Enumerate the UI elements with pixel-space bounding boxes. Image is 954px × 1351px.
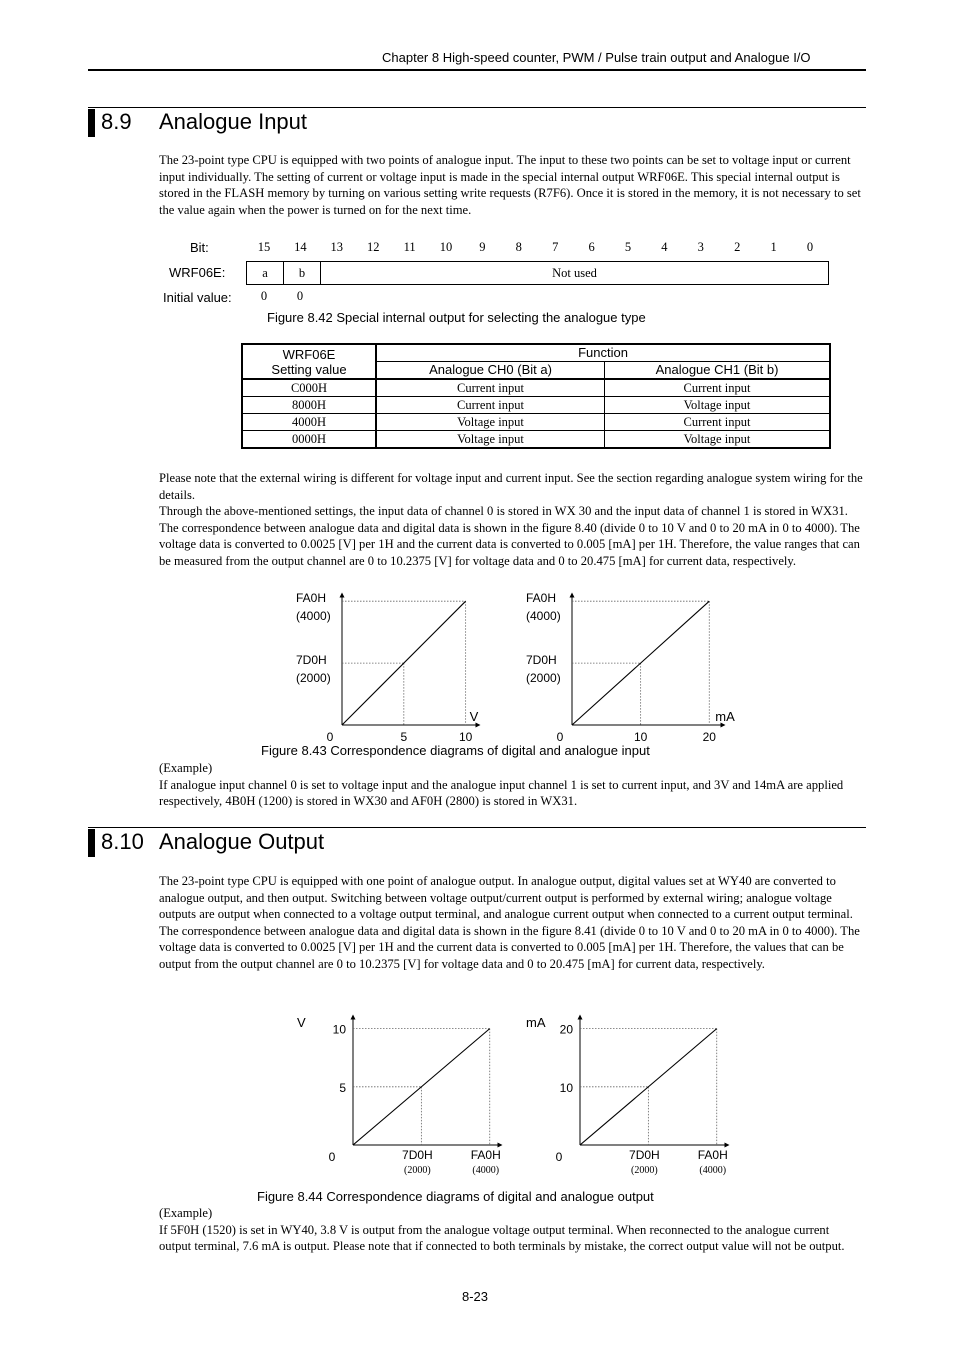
origin-label: 0 [555,1150,563,1164]
input-example-label: (Example) [159,761,213,775]
origin-label: 0 [328,1150,336,1164]
x-tick-hex: FA0H [697,1148,728,1162]
conversion-note: Through the above-mentioned settings, the input data of channel 0 is stored in WX 30 and the input data of channel 1 is stored in WX31. The correspondence between analogue data and digital data is shown in the figure 8.40 (divide 0 to 10 V and 0 to 20 mA in 0 to 4000). The voltage data is converted to 0.0025 [V] per 1H and the current data is converted to 0.005 [mA] per 1H. Therefore, the value ranges that can be measured from the output channel are 0 to 10.2375 [V] for voltage data and 0 to 20.475 [mA] for current data, respectively. [159,504,860,568]
bit-b-cell: b [284,262,321,284]
section-number-output: 8.10 [101,829,144,854]
y-tick-label: 10 [332,1022,346,1037]
figure-8-43-caption: Figure 8.43 Correspondence diagrams of digital and analogue input [261,743,650,758]
bit-number: 1 [770,240,777,254]
wiring-note: Please note that the external wiring is different for voltage input and current input. See the section regarding analogue system wiring for the details. [159,471,863,502]
x-tick-dec: (4000) [699,1165,727,1176]
bit-number: 0 [806,240,814,254]
y-tick-label: 5 [339,1080,346,1095]
x-tick-label: 10 [458,730,473,744]
ch0-header: Analogue CH0 (Bit a) [376,362,605,380]
output-example [159,1205,864,1255]
setting-cell: 8000H [242,397,376,414]
bit-number: 15 [257,240,271,254]
ch1-cell: Current input [605,379,831,397]
not-used-cell: Not used [552,266,597,280]
x-tick-hex: 7D0H [402,1148,433,1162]
setting-header-line2: Setting value [271,361,347,377]
bit-number: 10 [439,240,453,254]
section-title-output: Analogue Output [159,829,325,854]
input-example-text: If analogue input channel 0 is set to voltage input and the analogue input channel 1 is set to current input, and 3V and 14mA are applied respectively, 4B0H (1200) is stored in WX30 and AF0H (2800) is stored in WX31. [159,777,844,809]
y-tick-hex: 7D0H [296,653,327,668]
x-tick-dec: (4000) [472,1165,500,1176]
bit-number: 4 [661,240,668,254]
y-tick-hex: FA0H [296,591,327,606]
output-paragraphs [159,873,864,973]
setting-header-line1: WRF06E [282,346,336,362]
ch0-cell: Voltage input [376,414,605,431]
ch1-header: Analogue CH1 (Bit b) [605,362,831,380]
x-axis-unit: mA [715,709,735,724]
bit-number: 3 [697,240,704,254]
bit-number: 13 [330,240,344,254]
x-tick-hex: FA0H [470,1148,501,1162]
section-title-input: Analogue Input [159,109,308,134]
chapter-header: Chapter 8 High-speed counter, PWM / Pulse train output and Analogue I/O [382,50,811,65]
section-rule-output [88,827,866,828]
x-axis-unit: V [469,709,479,724]
x-tick-dec: (2000) [404,1165,431,1176]
intro-paragraph: The 23-point type CPU is equipped with two points of analogue input. The input to these two points can be set to voltage input or current input individually. The setting of current or voltage input is made in the special internal output WRF06E. This special internal output is stored in the FLASH memory by turning on various setting write requests (R7F6). Once it is stored in the memory, it is not necessary to set the value again when the power is turned on for the next time. [159,153,861,217]
bit-a-cell: a [247,262,284,284]
initial-value-label: Initial value: [163,290,232,305]
function-header: Function [376,344,830,362]
x-tick-label: 20 [702,730,716,744]
y-tick-dec: (4000) [526,609,561,624]
series-line [353,1029,490,1145]
y-tick-label: 10 [559,1080,573,1095]
bit-number: 9 [479,240,486,254]
y-tick-hex: 7D0H [526,653,557,668]
y-tick-dec: (2000) [296,671,331,686]
series-line [580,1029,717,1145]
section-number-input: 8.9 [101,109,132,134]
figure-8-44-caption: Figure 8.44 Correspondence diagrams of digital and analogue output [257,1189,654,1204]
bit-number: 12 [366,240,380,254]
ch0-cell: Current input [376,397,605,414]
bit-number: 11 [403,240,416,254]
input-example [159,760,864,810]
y-axis-unit: mA [526,1015,546,1030]
figure-8-42-caption: Figure 8.42 Special internal output for selecting the analogue type [267,310,646,325]
x-tick-hex: 7D0H [629,1148,660,1162]
ch1-cell: Voltage input [605,397,831,414]
section-bar-output [88,829,95,857]
ch1-cell: Voltage input [605,431,831,449]
bit-number: 5 [624,240,632,254]
setting-cell: C000H [242,379,376,397]
bit-number: 8 [515,240,522,254]
initial-value-a: 0 [260,289,268,303]
ch1-cell: Current input [605,414,831,431]
setting-cell: 0000H [242,431,376,449]
register-label: WRF06E: [169,265,226,280]
bit-number: 2 [734,240,741,254]
output-intro: The 23-point type CPU is equipped with one point of analogue output. In analogue output, digital values set at WY40 are converted to analogue output, and then output. Switching between voltage output/current output is performed by external wiring; analogue voltage outputs are output when connected to a voltage output terminal, and analogue current output when connected to a current output terminal. [159,874,853,922]
bit-number: 6 [588,240,595,254]
page-number: 8-23 [462,1289,489,1304]
y-tick-dec: (4000) [296,609,331,624]
bit-number: 14 [294,240,307,254]
y-axis-unit: V [297,1015,306,1030]
bit-label: Bit: [190,240,209,255]
x-tick-label: 0 [556,730,564,744]
ch0-cell: Current input [376,379,605,397]
x-tick-label: 0 [326,730,334,744]
x-tick-dec: (2000) [631,1165,658,1176]
initial-value-b: 0 [296,289,304,303]
output-conversion: The correspondence between analogue data and digital data is shown in the figure 8.41 (divide 0 to 10 V and 0 to 20 mA in 0 to 4000). The voltage data is converted to 0.0025 [V] per 1H and the current data is converted to 0.005 [mA] per 1H. Therefore, the values that can be output from the output channel are 0 to 10.2375 [V] for voltage data and 0 to 20.475 [mA] for current data, respectively. [159,923,860,971]
x-tick-label: 5 [400,730,408,744]
y-tick-dec: (2000) [526,671,561,686]
output-example-label: (Example) [159,1206,213,1220]
output-example-text: If 5F0H (1520) is set in WY40, 3.8 V is output from the analogue voltage output terminal. When reconnected to the analogue current output terminal, 7.6 mA is output. Please note that if connected to both terminals by mistake, the correct output value will not be output. [159,1222,845,1254]
x-tick-label: 10 [633,730,648,744]
y-tick-label: 20 [559,1022,573,1037]
setting-cell: 4000H [242,414,376,431]
ch0-cell: Voltage input [376,431,605,449]
bit-number: 7 [552,240,559,254]
y-tick-hex: FA0H [526,591,557,606]
